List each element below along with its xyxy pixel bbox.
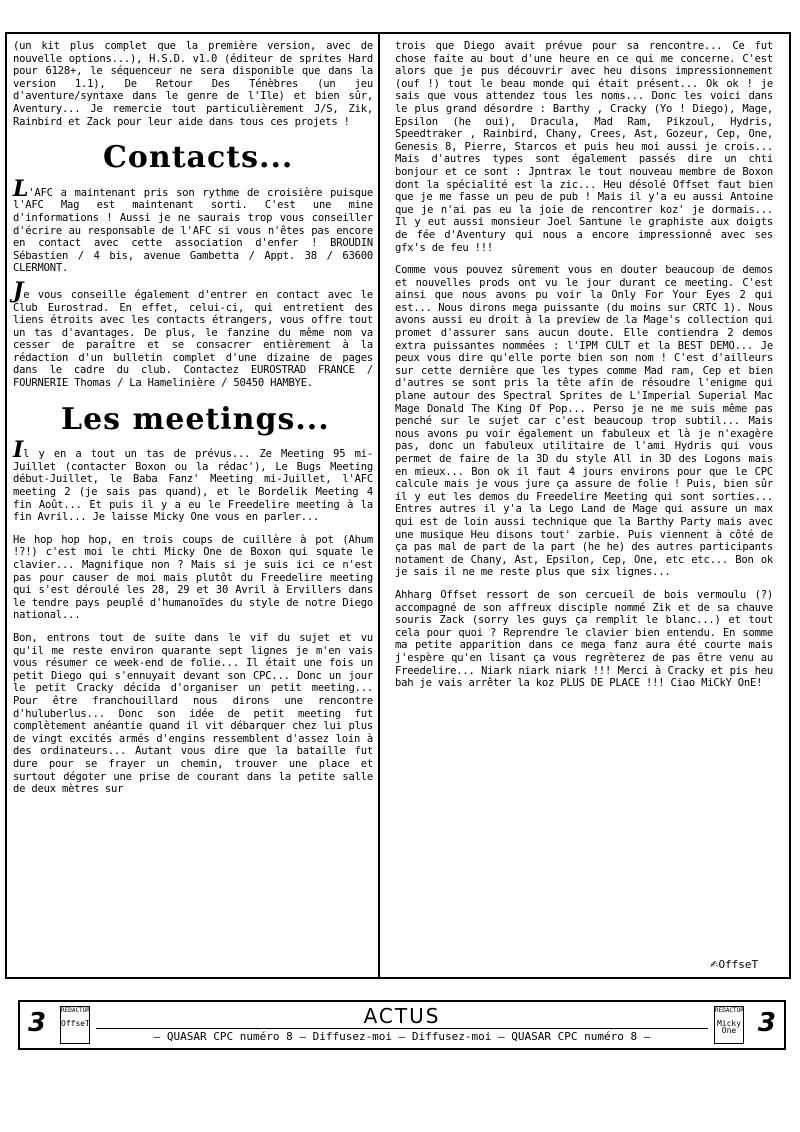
dropcap: L [13,175,29,202]
contacts-heading: Contacts... [103,140,294,176]
right-column [395,40,773,700]
section-title: ACTUS [363,1004,441,1028]
right-paragraph-2: Comme vous pouvez sûrement vous en douter beaucoup de demos et nouvelles prods ont vu le jour durant ce meeting. C'est ainsi que nous avons pu voir la Only For Your Eyes 2 qui est... Nous dirons mega puissante (du moins sur CRTC 1). Nous avons aussi eu droit à la preview de la Mage's collection qui promet d'assurer sans aucun doute. Elle contiendra 2 demos extra puissantes nommées : l'IPM CULT et la BEST DEMO... Je peux vous dire qu'elle porte bien son nom ! C'est d'ailleurs sur cette dernière que les types comme Mad ram, Cep et bien d'autres se sont pris la tête afin de résoudre l'enigme qui plane autour des Spectral Sprites de L'Imperial Superial Mac Mage Donald The King Of Pop... Perso je ne me suis même pas penché sur le sujet car c'est beaucoup trop subtil... Mais nous avons pu voir également un fabuleux et là je n'exagère pas, donc un fabuleux utilitaire de l'ami Hydris qui vous permet de faire de la 3D du style All in 3D des Logons mais en mieux... Bon ok il faut 4 jours environs pour que le CPC calcule mais je vous jure ça assure de folie ! Puis, bien sûr il y eut les demos du Freedelire Meeting qui sont sorties... Entres autres il y'a la Lego Land de Mage qui assure un max qui est de loin aussi technique que la Barthy Party mais avec une musique Heu disons tout' zarbie. Puis viennent à côté de ça pas mal de part de la part (he he) des autres participants notament de Chany, Ast, Epsilon, Cep, One, etc etc... Bon ok je sais il ne me reste plus que six lignes... [395,264,773,579]
redactor-label: REDACTOR [61,1007,90,1014]
redactor-name: Micky One [716,1019,742,1035]
contacts-paragraph-1 [13,175,373,275]
meetings-paragraph-2: He hop hop hop, en trois coups de cuillère à pot (Ahum !?!) c'est moi le chti Micky One de Boxon qui squate le clavier... Magnifique non ? Mais si je suis ici ce n'est pas pour causer de moi mais plutôt du Freedelire meeting qui s'est déroulé les 28, 29 et 30 Avril à Ervillers dans le tendre pays peuplé d'humanoïdes du style de notre Diego national... [13,533,373,622]
meetings-paragraph-3: Bon, entrons tout de suite dans le vif du sujet et vu qu'il me reste environ quarante sept lignes je m'en vais vous résumer ce week-end de folie... Il était une fois un petit Diego qui s'ennuyait devant son CPC... Donc un jour le petit Cracky décida d'organiser un petit meeting... Pour être franchouillard nous dirons une rencontre d'huluberlus... Donc son idée de petit meeting fut complètement anéantie quand il vit débarquer chez lui plus de vingt excités armés d'engins ressemblent d'assez loin à des ordinateurs... Autant vous dire que la bataille fut dure pour se frayer un chemin, trouver une place et surtout dégoter une prise de courant dans la petite salle de deux mètres sur [13,631,373,796]
right-paragraph-3: Ahharg Offset ressort de son cercueil de bois vermoulu (?) accompagné de son affreux disciple nommé Zik et de sa chauve souris Zack (sorry les guys ça remplit le blanc...) et tout cela pour quoi ? Reprendre le clavier bien entendu. En somme ma petite apparition dans ce mega fanz aura été courte mais j'espère qu'en lisant ça vous regrèterez de pas être venu au Freedelire... Niark niark niark !!! Merci à Cracky et pis heu bah je vais arrêter la koz PLUS DE PLACE !!! Ciao MiCkY OnE! [395,588,773,690]
right-paragraph-1: trois que Diego avait prévue pour sa rencontre... Ce fut chose faite au bout d'une heure en ce qui me concerne. C'est alors que je pus découvrir avec heu disons impressionnement (ouf !) tout le beau monde qui était présent... Ok ok ! je sais que vous attendez tous les noms... Donc les voici dans le plus grand désordre : Barthy , Cracky (Yo ! Diego), Mage, Epsilon (he oui), Dracula, Mad Ram, Pikzoul, Hydris, Speedtraker , Rainbird, Chany, Crees, Ast, Gozeur, Cep, One, Genesis 8, Pierre, Starcos et puis heu moi aussi je crois... Mais d'autres types sont également passés dire un chti bonjour et ce sont : Jpntrax le tout nouveau membre de Boxon dont la spécialité est la zic... Heu désolé Offset faut bien que je me fasse un peu de pub ! Mais il y'a eu aussi Antoine que je n'ai pas eu la joie de rencontrer koz' je dormais... Il y eut aussi monsieur Joel Santune le graphiste aux doigts de fée d'Aventury qui nous a encore impressionné avec ses gfx's de feu !!! [395,40,773,254]
signature-name: OffseT [718,958,759,971]
redactor-box-right [714,1006,744,1044]
contacts-text-1: 'AFC a maintenant pris son rythme de croisière puisque l'AFC Mag est maintenant sorti. C'est une mine d'informations ! Aussi je ne saurais trop vous conseiller d'écrire au responsable de l'AFC si vous n'êtes pas encore en contact avec cette association d'enfer ! BROUDIN Sébastien / 4 bis, avenue Gambetta / Appt. 38 / 63600 CLERMONT. [13,186,373,275]
signature-flourish-icon: ✍ [710,956,719,972]
left-column [13,40,373,806]
contacts-paragraph-2 [13,277,373,390]
meetings-paragraph-1 [13,437,373,524]
page-footer [18,1000,786,1050]
redactor-name: OffseT [61,1019,90,1028]
dropcap: J [13,277,24,304]
meetings-heading: Les meetings... [61,401,330,437]
redactor-label: REDACTOR [715,1007,744,1014]
contacts-text-2: e vous conseille également d'entrer en contact avec le Club Eurostrad. En effet, celui-ci, qui entretient des liens étroits avec les contacts étrangers, vous offre tout un tas d'avantages. De plus, le fanzine du même nom va cesser de paraître et se consacrer entièrement à la rédaction d'un bulletin complet d'une dizaine de pages dans le cadre du club. Contactez EUROSTRAD FRANCE / FOURNERIE Thomas / La Hamelinière / 50450 HAMBYE. [13,288,373,390]
redactor-box-left [60,1006,90,1044]
meetings-text-1: l y en a tout un tas de prévus... Ze Meeting 95 mi-Juillet (contacter Boxon ou la rédac'), Le Bugs Meeting début-Juillet, le Baba Fanz' Meeting mi-Juillet, l'AFC meeting 2 (je sais pas quand), et le Bordelik Meeting 4 fin Août... Et puis il y a eu le Freedelire meeting à la fin Avril... Je laisse Micky One vous en parler... [13,448,373,524]
footer-trail: — QUASAR CPC numéro 8 — Diffusez-moi — Diffusez-moi — QUASAR CPC numéro 8 — [96,1028,708,1043]
dropcap: I [13,437,24,464]
signature [710,956,758,972]
intro-paragraph: (un kit plus complet que la première version, avec de nouvelle options...), H.S.D. v1.0 (éditeur de sprites Hard pour 6128+, le séquenceur ne sera disponible que dans la version 1.1), De Retour Des Ténèbres (un jeu d'aventure/syntaxe dans le genre de l'Ile) et bien sûr, Aventury... Je remercie tout particulièrement J/S, Zik, Rainbird et Zack pour leur aide dans tous ces projets ! [13,40,373,128]
column-divider [378,32,380,979]
page-number-left: 3 [28,1008,47,1038]
page-number-right: 3 [757,1008,776,1038]
